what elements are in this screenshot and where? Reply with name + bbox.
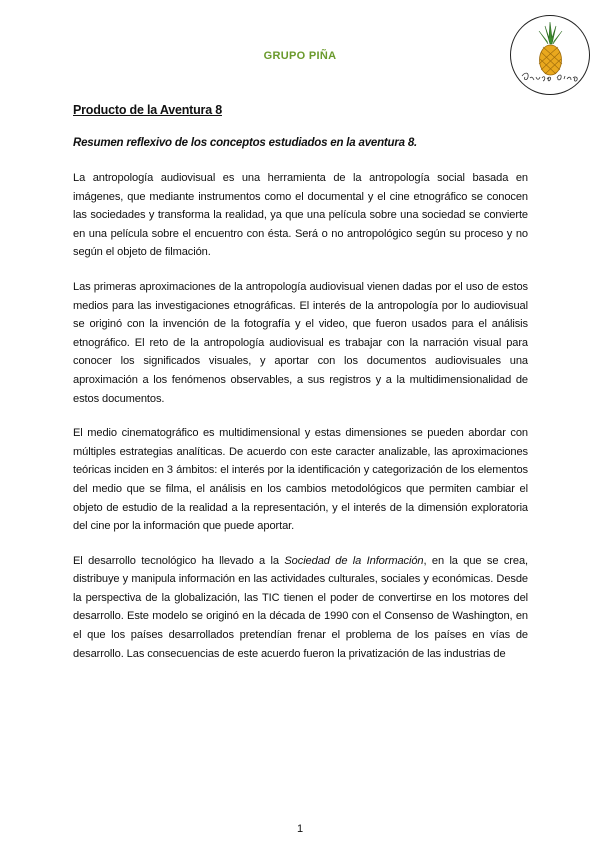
document-subtitle: Resumen reflexivo de los conceptos estudiados en la aventura 8. [73, 137, 418, 149]
paragraph-2: Las primeras aproximaciones de la antropología audiovisual vienen dadas por el uso de estos medios para las investigaciones etnográficas. El interés de la antropología por lo audiovisual se originó con la invención de la fotografía y el video, que fueron usados para el análisis etnográfico. El reto de la antropología audiovisual es trabajar con la narración visual para conocer los significados visuales, y aportar con los documentos audiovisuales una aproximación a los fenómenos observables, a sus registros y a la multidimensionalidad de estos documentos. [73, 280, 528, 405]
paragraph-3: El medio cinematográfico es multidimensional y estas dimensiones se pueden abordar con múltiples estrategias analíticas. De acuerdo con este caracter analizable, las aproximaciones teóricas inciden en 3 ámbitos: el interés por la identificación y categorización de los elementos del medio que se filma, el análisis en los cambios metodológicos que permiten cambiar el objeto de estudio de la realidad a la representación, y el interés de la dimensión exploratoria del cine por la información que puede aportar. [73, 427, 528, 533]
group-logo [509, 14, 591, 96]
paragraph-4-end: , en la que se crea, distribuye y manipula información en las actividades culturales, sociales y económicas. Desde la perspectiva de la globalización, las TIC tienen el poder de convertirse en los motores del desarrollo. Este modelo se originó en la década de 1990 con el Consenso de Washington, en el que los países desarrollados pretendían frenar el problema de los países en vías de desarrollo. Las consecuencias de este acuerdo fueron la privatización de las industrias de [73, 554, 528, 660]
page-number: 1 [296, 823, 304, 835]
paragraph-4-start: El desarrollo tecnológico ha llevado a la [73, 554, 285, 567]
document-title: Producto de la Aventura 8 [73, 103, 222, 117]
paragraph-4 [73, 552, 528, 664]
pineapple-icon [509, 14, 591, 96]
paragraph-4-emphasis: Sociedad de la Información [284, 554, 424, 567]
paragraph-1: La antropología audiovisual es una herramienta de la antropología social basada en imágenes, que mediante instrumentos como el documental y el cine etnográfico se conocen las sociedades y transforma la realidad, ya que una película sobre una sociedad se convierte en una película sobre el encuentro con ésta. Será o no antropológico según su proceso y no según el objeto de filmación. [73, 172, 528, 259]
document-body [73, 169, 528, 679]
group-name-heading: GRUPO PIÑA [263, 50, 337, 62]
